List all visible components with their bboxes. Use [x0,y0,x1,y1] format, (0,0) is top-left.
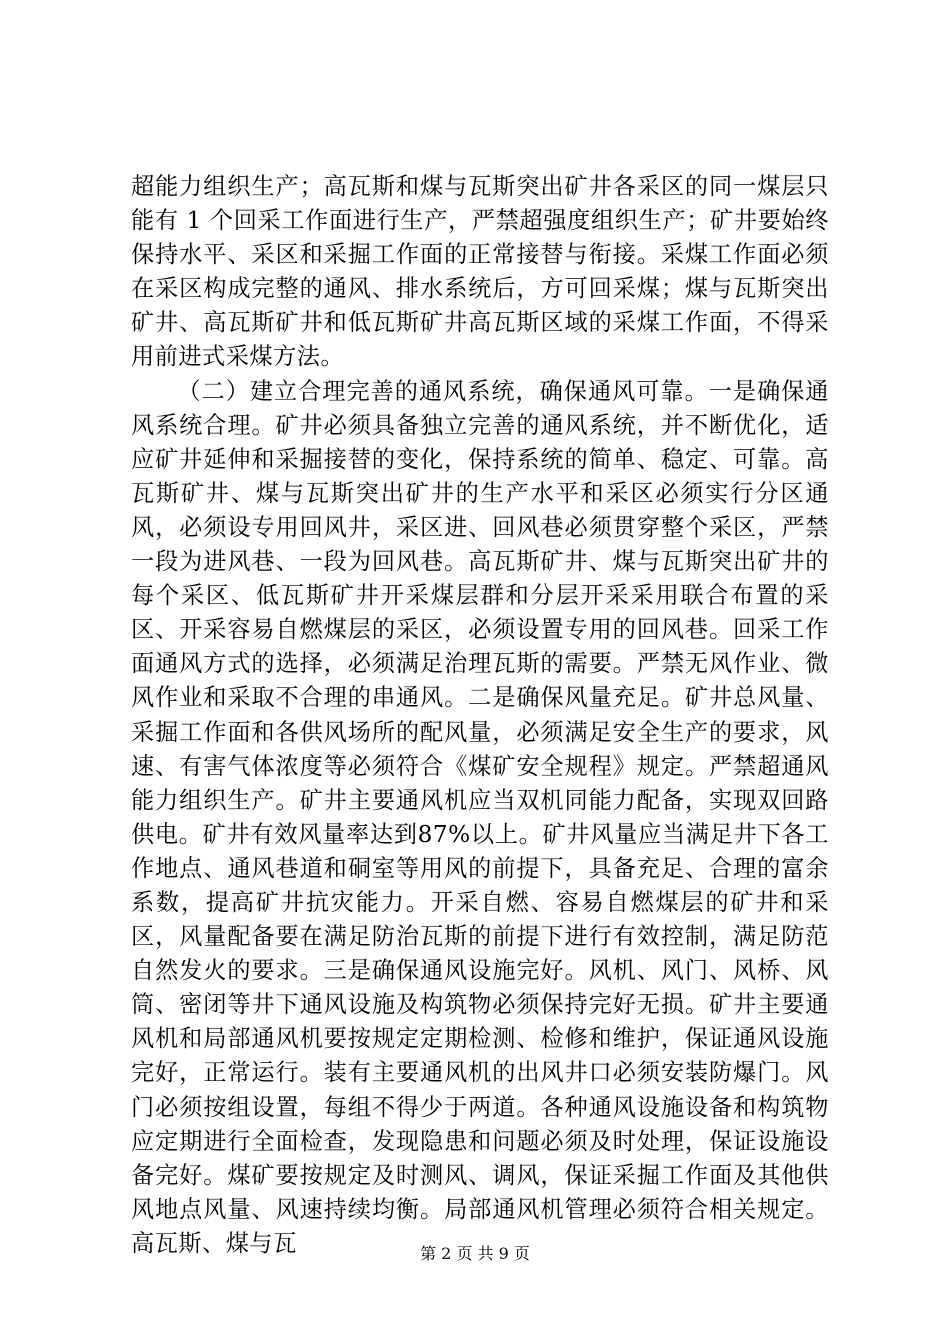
document-body [131,170,829,1261]
paragraph-ventilation-system: （二）建立合理完善的通风系统，确保通风可靠。一是确保通风系统合理。矿井必须具备独立完善的通风系统，并不断优化，适应矿井延伸和采掘接替的变化，保持系统的简单、稳定、可靠。高瓦斯矿井、煤与瓦斯突出矿井的生产水平和采区必须实行分区通风，必须设专用回风井，采区进、回风巷必须贯穿整个采区，严禁一段为进风巷、一段为回风巷。高瓦斯矿井、煤与瓦斯突出矿井的每个采区、低瓦斯矿井开采煤层群和分层开采采用联合布置的采区、开采容易自燃煤层的采区，必须设置专用的回风巷。回采工作面通风方式的选择，必须满足治理瓦斯的需要。严禁无风作业、微风作业和采取不合理的串通风。二是确保风量充足。矿井总风量、采掘工作面和各供风场所的配风量，必须满足安全生产的要求，风速、有害气体浓度等必须符合《煤矿安全规程》规定。严禁超通风能力组织生产。矿井主要通风机应当双机同能力配备，实现双回路供电。矿井有效风量率达到87%以上。矿井风量应当满足井下各工作地点、通风巷道和硐室等用风的前提下，具备充足、合理的富余系数，提高矿井抗灾能力。开采自燃、容易自燃煤层的矿井和采区，风量配备要在满足防治瓦斯的前提下进行有效控制，满足防范自然发火的要求。三是确保通风设施完好。风机、风门、风桥、风筒、密闭等井下通风设施及构筑物必须保持完好无损。矿井主要通风机和局部通风机要按规定定期检测、检修和维护，保证通风设施完好，正常运行。装有主要通风机的出风井口必须安装防爆门。风门必须按组设置，每组不得少于两道。各种通风设施设备和构筑物应定期进行全面检查，发现隐患和问题必须及时处理，保证设施设备完好。煤矿要按规定及时测风、调风，保证采掘工作面及其他供风地点风量、风速持续均衡。局部通风机管理必须符合相关规定。高瓦斯、煤与瓦 [131,377,829,1257]
page-footer [0,1244,950,1264]
paragraph-continuation: 超能力组织生产；高瓦斯和煤与瓦斯突出矿井各采区的同一煤层只能有 1 个回采工作面进行生产，严禁超强度组织生产；矿井要始终保持水平、采区和采掘工作面的正常接替与衔接。采煤工作面必须在采区构成完整的通风、排水系统后，方可回采煤；煤与瓦斯突出矿井、高瓦斯矿井和低瓦斯矿井高瓦斯区域的采煤工作面，不得采用前进式采煤方法。 [131,173,829,371]
page-number: 第 2 页 共 9 页 [420,1244,530,1263]
